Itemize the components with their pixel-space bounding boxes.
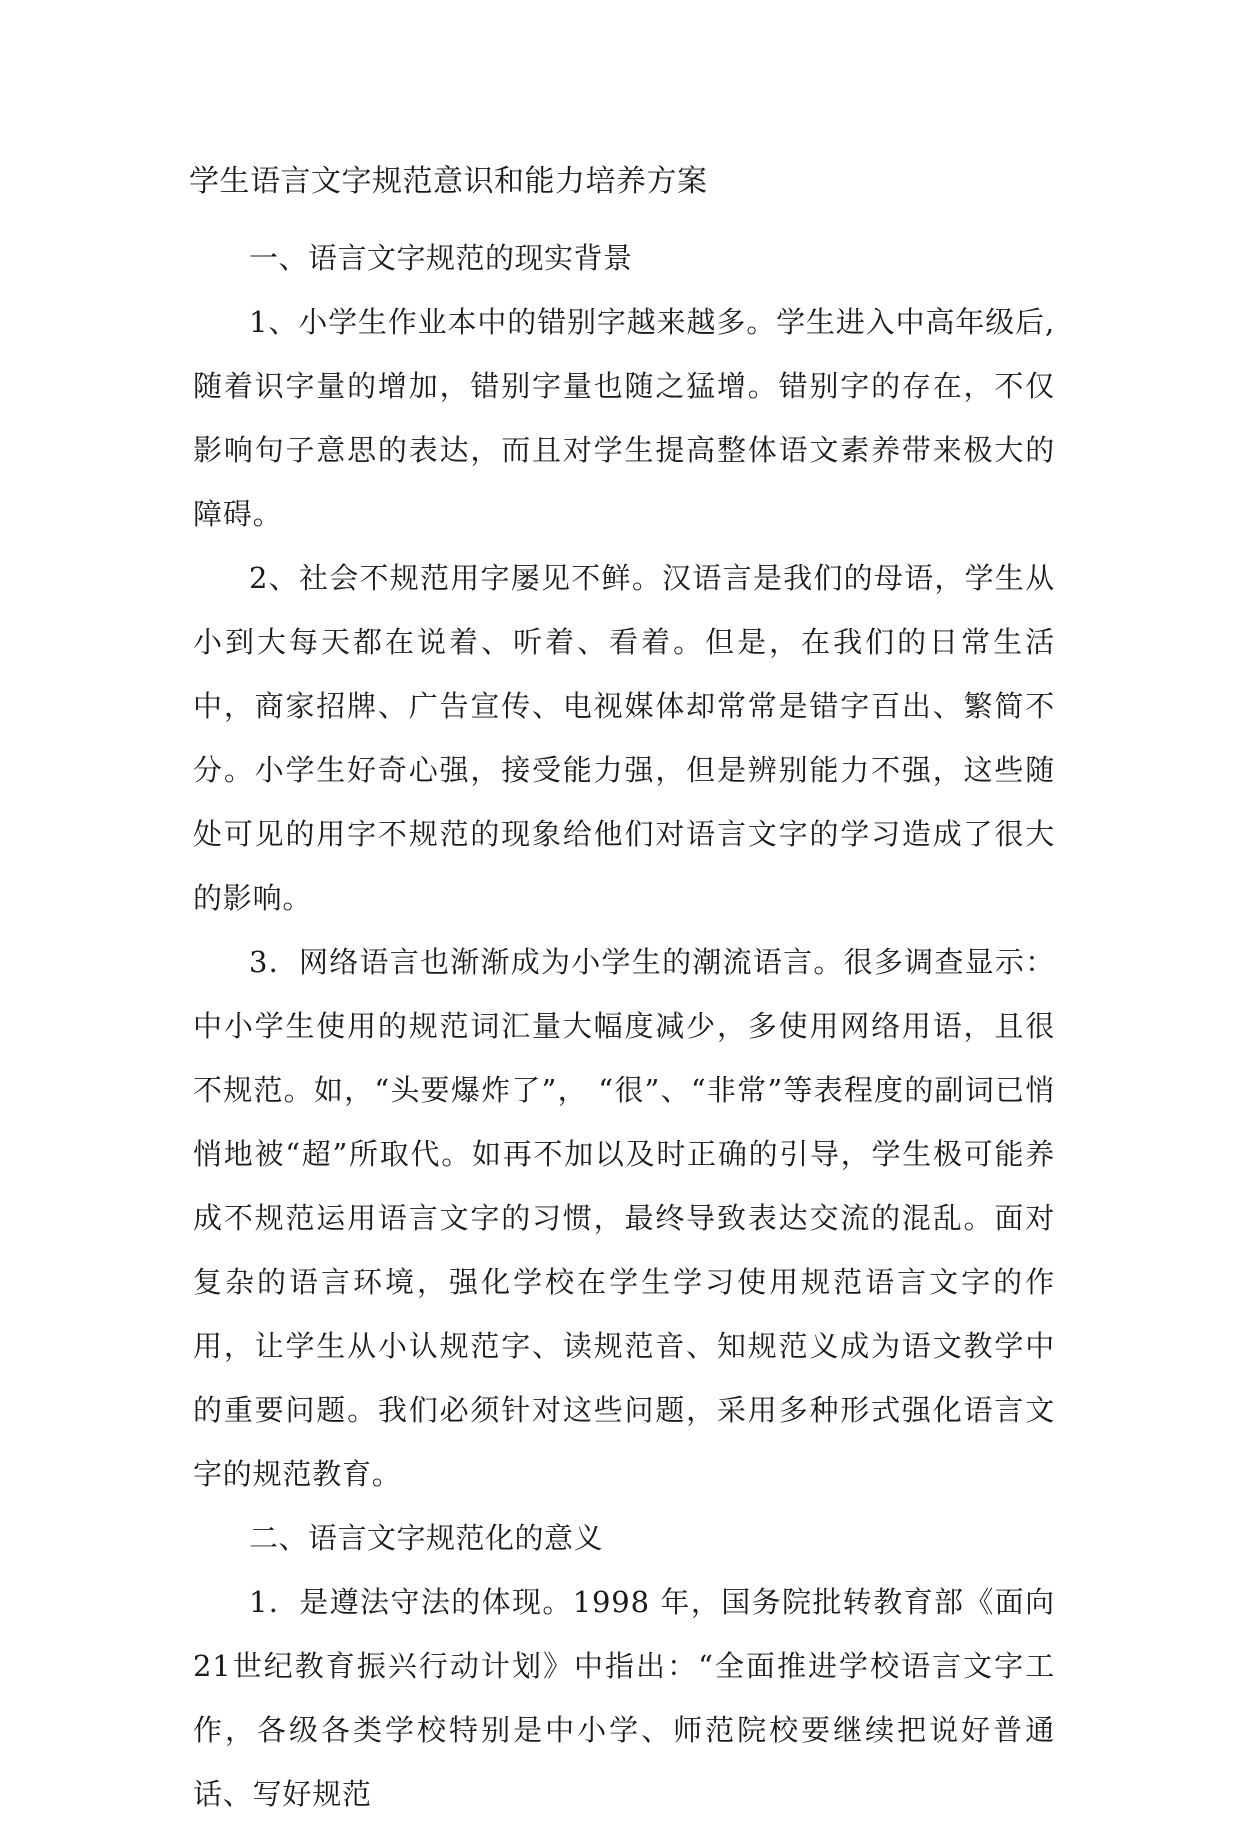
paragraph-4: 1．是遵法守法的体现。1998 年，国务院批转教育部《面向 21世纪教育振兴行动计划》中指出：“全面推进学校语言文字工作，各级各类学校特别是中小学、师范院校要继续把说好普通话、写好规范 <box>193 1585 1055 1811</box>
document-title: 学生语言文字规范意识和能力培养方案 <box>189 164 708 199</box>
document-body <box>189 160 1055 1826</box>
paragraph-1: 1、小学生作业本中的错别字越来越多。学生进入中高年级后,随着识字量的增加，错别字量也随之猛增。错别字的存在，不仅影响句子意思的表达，而且对学生提高整体语文素养带来极大的障碍。 <box>193 305 1055 531</box>
section-heading-2: 二、语言文字规范化的意义 <box>249 1521 604 1555</box>
paragraph-2: 2、社会不规范用字屡见不鲜。汉语言是我们的母语，学生从小到大每天都在说着、听着、看着。但是，在我们的日常生活中，商家招牌、广告宣传、电视媒体却常常是错字百出、繁简不分。小学生好奇心强，接受能力强，但是辨别能力不强，这些随处可见的用字不规范的现象给他们对语言文字的学习造成了很大的影响。 <box>193 561 1055 915</box>
paragraph-3: 3．网络语言也渐渐成为小学生的潮流语言。很多调查显示：中小学生使用的规范词汇量大幅度减少，多使用网络用语，且很不规范。如，“头要爆炸了”， “很”、“非常”等表程度的副词已悄悄地被“超”所取代。如再不加以及时正确的引导，学生极可能养成不规范运用语言文字的习惯，最终导致表达交流的混乱。面对复杂的语言环境，强化学校在学生学习使用规范语言文字的作用，让学生从小认规范字、读规范音、知规范义成为语文教学中的重要问题。我们必须针对这些问题，采用多种形式强化语言文字的规范教育。 <box>193 945 1055 1491</box>
section-heading-1: 一、语言文字规范的现实背景 <box>249 241 633 275</box>
